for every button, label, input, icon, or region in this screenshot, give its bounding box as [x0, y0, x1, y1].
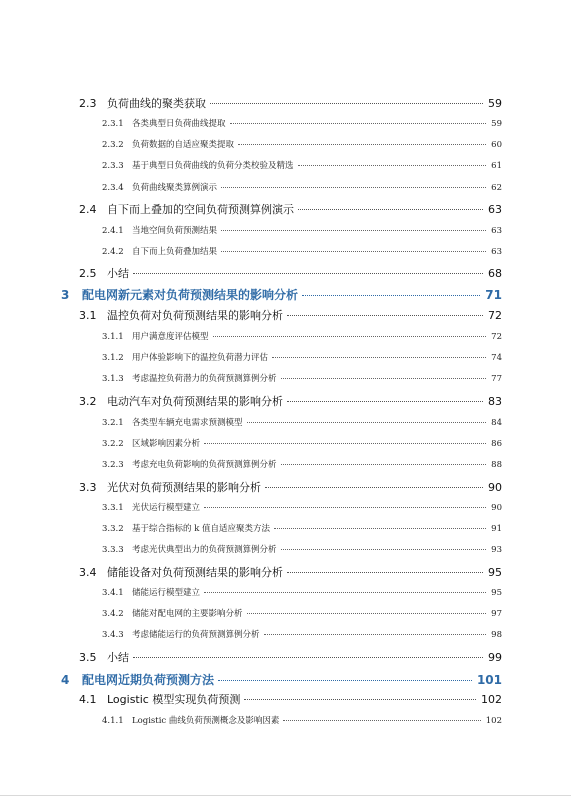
- toc-entry-number: 3.4: [79, 566, 97, 579]
- toc-entry-page-number: 61: [491, 161, 502, 171]
- toc-subsection-entry[interactable]: [102, 138, 502, 150]
- toc-leader-dots: [133, 657, 483, 658]
- toc-entry-page-number: 60: [491, 140, 502, 150]
- toc-entry-page-number: 72: [491, 332, 502, 342]
- toc-subsection-entry[interactable]: [102, 224, 502, 236]
- toc-entry-title: Logistic 曲线负荷预测概念及影响因素: [132, 716, 280, 726]
- toc-subsection-entry[interactable]: [102, 159, 502, 171]
- toc-entry-number: 3.3.3: [102, 545, 124, 555]
- toc-entry-page-number: 77: [491, 374, 502, 384]
- toc-subsection-entry[interactable]: [102, 245, 502, 257]
- toc-entry-title: 储能设备对负荷预测结果的影响分析: [107, 566, 283, 579]
- toc-entry-title: 用户满意度评估模型: [132, 332, 209, 342]
- toc-leader-dots: [287, 572, 483, 573]
- toc-section-entry[interactable]: [79, 307, 502, 323]
- toc-leader-dots: [247, 422, 487, 423]
- toc-section-entry[interactable]: [79, 95, 502, 111]
- toc-entry-title: 小结: [107, 267, 129, 280]
- toc-entry-page-number: 90: [491, 503, 502, 513]
- toc-entry-title: 考虑光伏典型出力的负荷预测算例分析: [132, 545, 277, 555]
- toc-entry-title: 用户体验影响下的温控负荷潜力评估: [132, 353, 269, 363]
- toc-leader-dots: [238, 144, 486, 145]
- toc-subsection-entry[interactable]: [102, 181, 502, 193]
- toc-section-entry[interactable]: [79, 265, 502, 281]
- toc-subsection-entry[interactable]: [102, 351, 502, 363]
- toc-entry-number: 3.2.2: [102, 439, 124, 449]
- toc-entry-number: 3.4.2: [102, 609, 124, 619]
- toc-entry-number: 3.5: [79, 651, 97, 664]
- toc-entry-page-number: 83: [488, 395, 502, 408]
- toc-entry-title: 储能对配电网的主要影响分析: [132, 609, 243, 619]
- toc-entry-title: 负荷曲线聚类算例演示: [132, 183, 218, 193]
- toc-entry-page-number: 95: [488, 566, 502, 579]
- toc-leader-dots: [281, 549, 487, 550]
- toc-section-entry[interactable]: [79, 564, 502, 580]
- toc-entry-page-number: 102: [485, 716, 502, 726]
- toc-leader-dots: [204, 507, 486, 508]
- toc-entry-title: 小结: [107, 651, 129, 664]
- toc-entry-number: 4: [61, 673, 70, 687]
- toc-entry-title: 储能运行模型建立: [132, 588, 201, 598]
- toc-entry-title: 负荷曲线的聚类获取: [107, 97, 206, 110]
- toc-subsection-entry[interactable]: [102, 458, 502, 470]
- toc-leader-dots: [265, 487, 483, 488]
- toc-entry-page-number: 68: [488, 267, 502, 280]
- toc-entry-page-number: 91: [491, 524, 502, 534]
- page-bottom-divider: [0, 795, 571, 796]
- toc-entry-number: 2.4: [79, 203, 97, 216]
- toc-leader-dots: [210, 103, 483, 104]
- toc-entry-page-number: 95: [491, 588, 502, 598]
- toc-leader-dots: [204, 443, 486, 444]
- toc-leader-dots: [218, 680, 472, 681]
- toc-leader-dots: [230, 123, 487, 124]
- toc-entry-page-number: 71: [485, 288, 502, 302]
- toc-subsection-entry[interactable]: [102, 372, 502, 384]
- toc-entry-page-number: 101: [476, 673, 502, 687]
- toc-entry-number: 3.3: [79, 481, 97, 494]
- toc-leader-dots: [133, 273, 483, 274]
- toc-entry-title: 配电网近期负荷预测方法: [82, 673, 215, 687]
- toc-leader-dots: [204, 592, 486, 593]
- toc-entry-number: 3.2: [79, 395, 97, 408]
- toc-entry-number: 3.2.1: [102, 418, 124, 428]
- toc-entry-number: 3: [61, 288, 70, 302]
- toc-leader-dots: [298, 165, 487, 166]
- toc-entry-title: 基于典型日负荷曲线的负荷分类校验及精选: [132, 161, 294, 171]
- toc-entry-number: 2.3.2: [102, 140, 124, 150]
- toc-entry-page-number: 62: [491, 183, 502, 193]
- toc-entry-page-number: 74: [491, 353, 502, 363]
- toc-chapter-entry[interactable]: [61, 671, 502, 688]
- toc-leader-dots: [281, 378, 487, 379]
- toc-entry-title: 光伏运行模型建立: [132, 503, 201, 513]
- toc-subsection-entry[interactable]: [102, 501, 502, 513]
- toc-entry-title: 自下而上叠加的空间负荷预测算例演示: [107, 203, 294, 216]
- toc-section-entry[interactable]: [79, 393, 502, 409]
- toc-entry-page-number: 63: [491, 247, 502, 257]
- toc-entry-title: 考虑充电负荷影响的负荷预测算例分析: [132, 460, 277, 470]
- toc-subsection-entry[interactable]: [102, 586, 502, 598]
- toc-leader-dots: [247, 613, 487, 614]
- toc-entry-number: 2.3.3: [102, 161, 124, 171]
- toc-entry-number: 2.3: [79, 97, 97, 110]
- toc-entry-page-number: 90: [488, 481, 502, 494]
- toc-chapter-entry[interactable]: [61, 286, 502, 303]
- toc-entry-title: Logistic 模型实现负荷预测: [107, 693, 241, 706]
- toc-subsection-entry[interactable]: [102, 437, 502, 449]
- toc-entry-number: 3.4.3: [102, 630, 124, 640]
- toc-leader-dots: [298, 209, 483, 210]
- toc-subsection-entry[interactable]: [102, 628, 502, 640]
- toc-entry-title: 配电网新元素对负荷预测结果的影响分析: [82, 288, 299, 302]
- toc-entry-page-number: 59: [488, 97, 502, 110]
- toc-entry-title: 电动汽车对负荷预测结果的影响分析: [107, 395, 283, 408]
- toc-entry-number: 2.3.4: [102, 183, 124, 193]
- toc-entry-title: 基于综合指标的 k 值自适应聚类方法: [132, 524, 271, 534]
- toc-entry-number: 3.1: [79, 309, 97, 322]
- toc-entry-title: 考虑温控负荷潜力的负荷预测算例分析: [132, 374, 277, 384]
- toc-entry-page-number: 97: [491, 609, 502, 619]
- toc-entry-title: 负荷数据的自适应聚类提取: [132, 140, 235, 150]
- toc-entry-page-number: 72: [488, 309, 502, 322]
- toc-entry-page-number: 99: [488, 651, 502, 664]
- toc-leader-dots: [287, 401, 483, 402]
- toc-entry-number: 3.3.2: [102, 524, 124, 534]
- toc-section-entry[interactable]: [79, 201, 502, 217]
- toc-entry-number: 2.3.1: [102, 119, 124, 129]
- toc-entry-page-number: 63: [491, 226, 502, 236]
- toc-entry-title: 区域影响因素分析: [132, 439, 201, 449]
- toc-entry-page-number: 93: [491, 545, 502, 555]
- toc-subsection-entry[interactable]: [102, 522, 502, 534]
- toc-leader-dots: [221, 230, 486, 231]
- toc-leader-dots: [274, 528, 486, 529]
- toc-leader-dots: [281, 464, 487, 465]
- toc-leader-dots: [287, 315, 483, 316]
- toc-leader-dots: [272, 357, 486, 358]
- toc-subsection-entry[interactable]: [102, 330, 502, 342]
- toc-subsection-entry[interactable]: [102, 543, 502, 555]
- toc-entry-title: 光伏对负荷预测结果的影响分析: [107, 481, 261, 494]
- toc-entry-number: 3.1.1: [102, 332, 124, 342]
- toc-entry-number: 3.2.3: [102, 460, 124, 470]
- toc-leader-dots: [264, 634, 487, 635]
- toc-leader-dots: [302, 295, 480, 296]
- toc-entry-number: 4.1: [79, 693, 97, 706]
- toc-entry-number: 3.1.3: [102, 374, 124, 384]
- toc-entry-page-number: 88: [491, 460, 502, 470]
- toc-entry-number: 2.4.2: [102, 247, 124, 257]
- toc-entry-number: 3.1.2: [102, 353, 124, 363]
- toc-section-entry[interactable]: [79, 691, 502, 707]
- toc-entry-title: 当地空间负荷预测结果: [132, 226, 218, 236]
- toc-entry-number: 3.4.1: [102, 588, 124, 598]
- toc-entry-title: 考虑储能运行的负荷预测算例分析: [132, 630, 260, 640]
- toc-subsection-entry[interactable]: [102, 416, 502, 428]
- toc-section-entry[interactable]: [79, 649, 502, 665]
- toc-leader-dots: [221, 251, 486, 252]
- toc-entry-number: 3.3.1: [102, 503, 124, 513]
- toc-subsection-entry[interactable]: [102, 117, 502, 129]
- toc-entry-number: 2.4.1: [102, 226, 124, 236]
- toc-entry-page-number: 59: [491, 119, 502, 129]
- toc-leader-dots: [213, 336, 487, 337]
- toc-entry-page-number: 84: [491, 418, 502, 428]
- toc-entry-number: 4.1.1: [102, 716, 124, 726]
- toc-entry-title: 各类典型日负荷曲线提取: [132, 119, 226, 129]
- toc-entry-number: 2.5: [79, 267, 97, 280]
- toc-leader-dots: [283, 720, 480, 721]
- toc-entry-page-number: 86: [491, 439, 502, 449]
- toc-subsection-entry[interactable]: [102, 607, 502, 619]
- toc-entry-title: 自下而上负荷叠加结果: [132, 247, 218, 257]
- toc-subsection-entry[interactable]: [102, 714, 502, 726]
- toc-entry-title: 各类型车辆充电需求预测模型: [132, 418, 243, 428]
- toc-entry-page-number: 63: [488, 203, 502, 216]
- toc-entry-page-number: 98: [491, 630, 502, 640]
- toc-entry-title: 温控负荷对负荷预测结果的影响分析: [107, 309, 283, 322]
- toc-leader-dots: [221, 187, 486, 188]
- toc-section-entry[interactable]: [79, 479, 502, 495]
- toc-entry-page-number: 102: [481, 693, 502, 706]
- toc-leader-dots: [244, 699, 476, 700]
